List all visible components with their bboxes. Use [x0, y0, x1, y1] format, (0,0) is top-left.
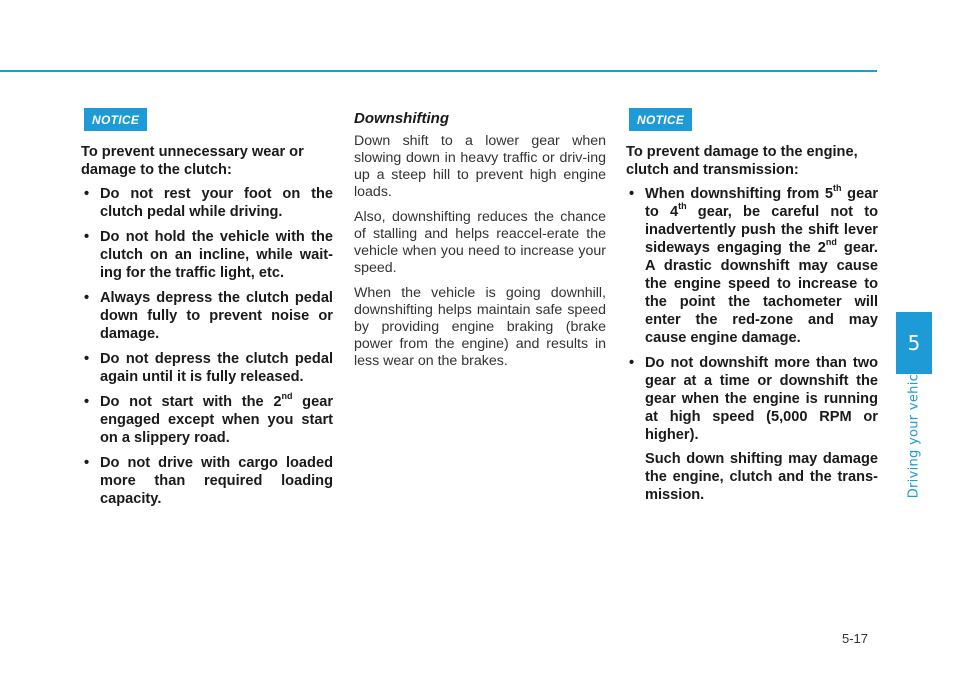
- list-item-followup: Such down shifting may damage the engine, clutch and the trans-mission.: [645, 451, 878, 503]
- list-item: • Do not drive with cargo loaded more than required loading capacity.: [81, 454, 333, 508]
- list-item: • Do not hold the vehicle with the clutch on an incline, while wait-ing for the traffic light, etc.: [81, 228, 333, 282]
- notice-intro: To prevent unnecessary wear or damage to the clutch:: [81, 144, 304, 178]
- list-item: [81, 393, 333, 447]
- notice-badge: NOTICE: [84, 108, 147, 131]
- list-item: [626, 354, 878, 504]
- list-item-text: gear, be careful not to inadvertently push the shift lever sideways engaging the 2: [645, 204, 878, 256]
- ordinal-suffix: th: [678, 201, 687, 212]
- header-rule: [0, 70, 877, 72]
- ordinal-suffix: th: [833, 183, 842, 194]
- list-item-text: Do not downshift more than two gear at a time or downshift the gear when the engine is running at high speed (5,000 RPM or higher).: [645, 355, 878, 443]
- notice-badge: NOTICE: [629, 108, 692, 131]
- list-item-text: gear to 4: [645, 186, 878, 220]
- section-title: Downshifting: [354, 110, 449, 127]
- paragraph: When the vehicle is going downhill, downshifting helps maintain safe speed by providing engine braking (brake power from the engine) and results in less wear on the brakes.: [354, 285, 606, 369]
- paragraph: Also, downshifting reduces the chance of stalling and helps reaccel-erate the vehicle when you need to increase your speed.: [354, 209, 606, 276]
- list-item-text: Do not start with the 2: [100, 394, 282, 410]
- list-item-text: gear engaged except when you start on a slippery road.: [100, 394, 333, 446]
- right-notice-block: [626, 108, 878, 511]
- page-number: 5-17: [842, 631, 869, 646]
- notice-intro: To prevent damage to the engine, clutch and transmission:: [626, 144, 858, 178]
- list-item: • Always depress the clutch pedal down fully to prevent noise or damage.: [81, 289, 333, 343]
- list-item: • Do not depress the clutch pedal again until it is fully released.: [81, 350, 333, 386]
- notice-list: [626, 185, 878, 504]
- list-item: [626, 185, 878, 347]
- ordinal-suffix: nd: [281, 391, 293, 402]
- list-item: • Do not rest your foot on the clutch pedal while driving.: [81, 185, 333, 221]
- ordinal-suffix: nd: [825, 237, 837, 248]
- list-item-text: When downshifting from 5: [645, 186, 834, 202]
- notice-list: [81, 185, 333, 508]
- chapter-number-tab: 5: [896, 312, 932, 374]
- downshifting-section: [354, 110, 606, 378]
- paragraph: Down shift to a lower gear when slowing down in heavy traffic or driv-ing up a steep hill to prevent high engine loads.: [354, 133, 606, 200]
- left-notice-block: [81, 108, 333, 515]
- list-item-text: gear. A drastic downshift may cause the engine speed to increase to the point the tachometer will enter the red-zone and may cause engine damage.: [645, 240, 878, 346]
- chapter-title: Driving your vehicle: [906, 361, 922, 499]
